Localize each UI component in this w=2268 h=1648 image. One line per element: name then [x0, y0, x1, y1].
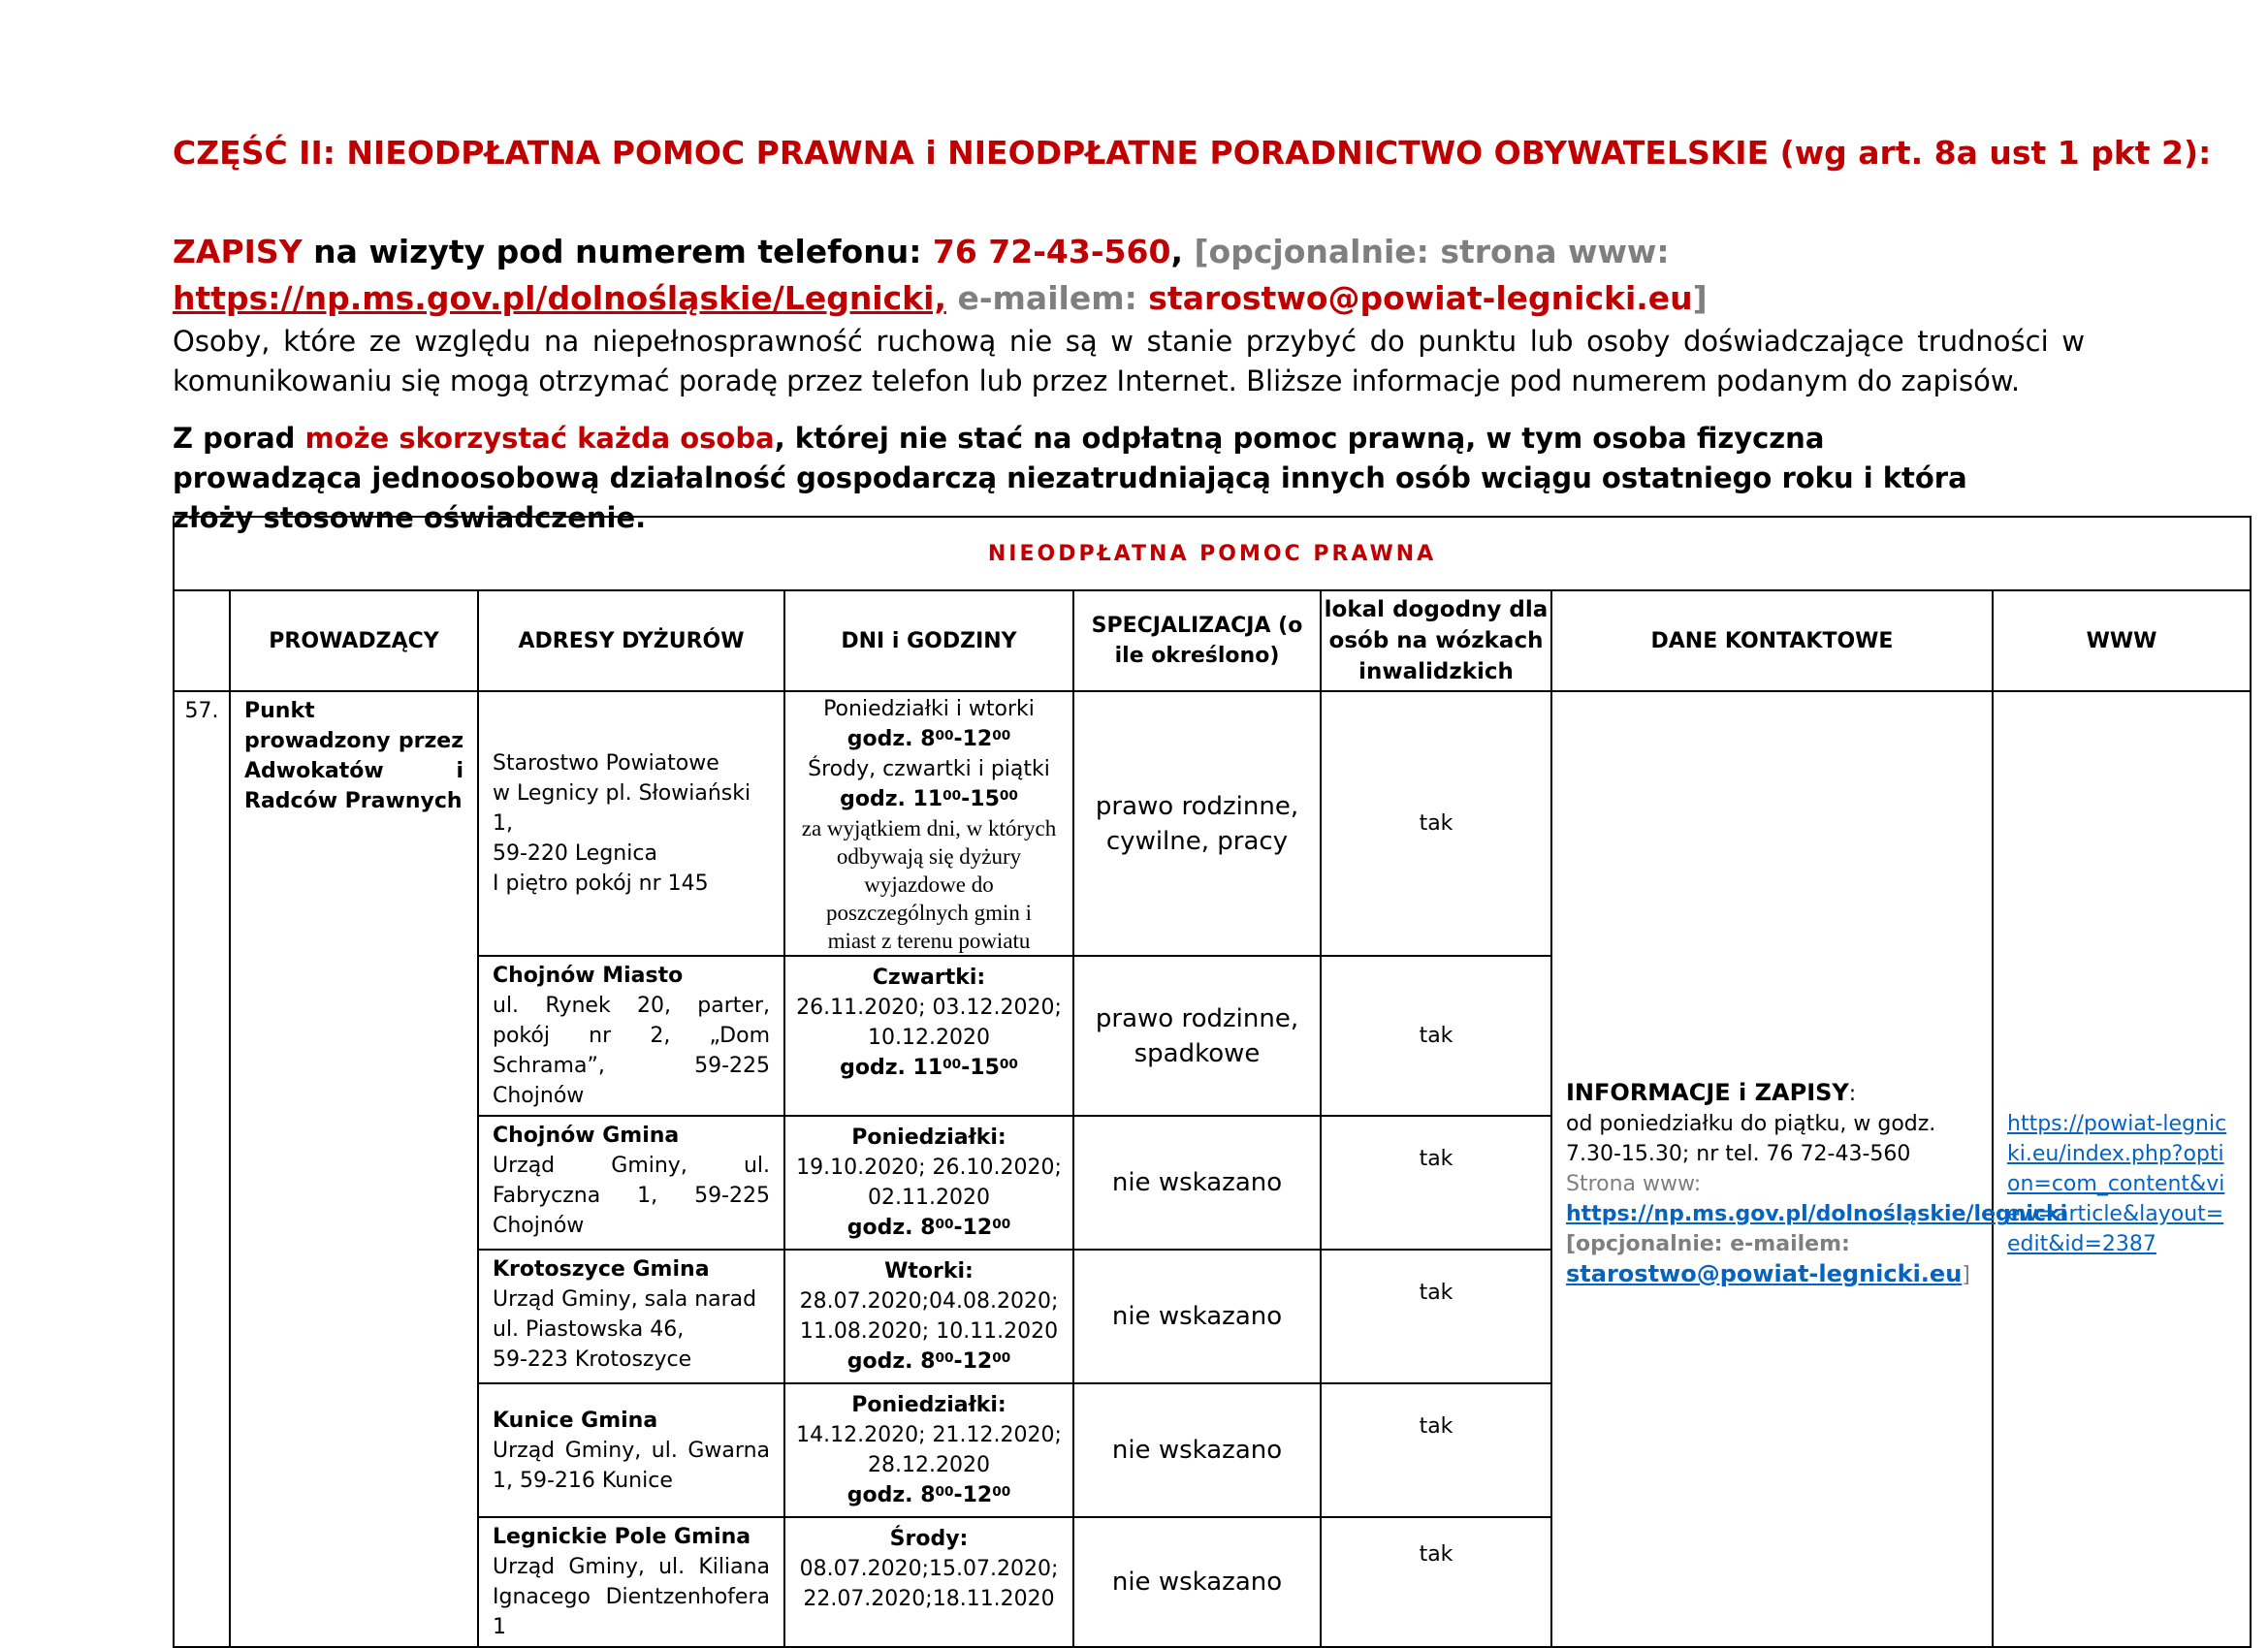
eligibility-part2: , której nie stać na odpłatną pomoc prawną, w tym osoba fizyczna prowadząca jednoosobową działalność gospodarczą niezatrudniającą innych osób wciągu ostatniego roku i która złoży stosowne oświadczenie.	[173, 422, 1967, 534]
address-cell	[478, 691, 784, 956]
hours-cell	[784, 1250, 1073, 1383]
registration-email-link[interactable]: starostwo@powiat-legnicki.eu	[1148, 279, 1693, 317]
address-name: Legnickie Pole Gmina	[493, 1525, 751, 1549]
specialization-cell: nie wskazano	[1073, 1250, 1321, 1383]
contact-colon: :	[1848, 1081, 1857, 1106]
specialization-cell: nie wskazano	[1073, 1383, 1321, 1517]
dates-value: 08.07.2020;15.07.2020; 22.07.2020;18.11.2020	[799, 1557, 1059, 1611]
zapisy-comma: ,	[1170, 233, 1183, 270]
disability-note: Osoby, które ze względu na niepełnosprawność ruchową nie są w stanie przybyć do punktu lub osoby doświadczające trudności w komunikowaniu się mogą otrzymać poradę przez telefon lub przez Internet. Bliższe informacje pod numerem podanym do zapisów.	[173, 325, 2085, 397]
contact-www-label: Strona www:	[1566, 1171, 1702, 1196]
days-label: Środy, czwartki i piątki	[808, 757, 1050, 781]
phone-number: 76 72-43-560	[932, 233, 1171, 270]
row-number: 57.	[174, 691, 230, 1647]
address-line: Urząd Gminy, sala narad	[493, 1287, 757, 1312]
address-text: Urząd Gminy, ul. Kiliana Ignacego Dientzenhofera 1	[493, 1555, 770, 1639]
www-cell	[1993, 691, 2251, 1647]
dates-value: 19.10.2020; 26.10.2020; 02.11.2020	[796, 1156, 1062, 1210]
header-adresy: ADRESY DYŻURÓW	[478, 590, 784, 691]
address-line: 59-223 Krotoszyce	[493, 1347, 692, 1372]
header-dane: DANE KONTAKTOWE	[1551, 590, 1993, 691]
header-dni: DNI i GODZINY	[784, 590, 1073, 691]
address-cell	[478, 1116, 784, 1250]
address-cell	[478, 1517, 784, 1647]
contact-hours: od poniedziałku do piątku, w godz. 7.30-15.30; nr tel. 76 72-43-560	[1566, 1111, 1936, 1166]
address-text: Urząd Gminy, ul. Fabryczna 1, 59-225 Chojnów	[493, 1154, 770, 1238]
table-row	[174, 691, 2251, 956]
accessible-cell: tak	[1321, 691, 1551, 956]
address-text: Urząd Gminy, ul. Gwarna 1, 59-216 Kunice	[493, 1438, 770, 1493]
hours-cell	[784, 1116, 1073, 1250]
days-label: Poniedziałki:	[851, 1393, 1006, 1417]
address-name: Krotoszyce Gmina	[493, 1257, 710, 1282]
dates-value: 14.12.2020; 21.12.2020; 28.12.2020	[796, 1423, 1062, 1477]
header-www: WWW	[1993, 590, 2251, 691]
days-label: Czwartki:	[872, 966, 986, 990]
hours-cell	[784, 956, 1073, 1116]
hours-value: godz. $8^{00}-12^{00}$	[847, 1349, 1011, 1374]
table-header-row	[174, 590, 2251, 691]
accessible-cell: tak	[1321, 1383, 1551, 1517]
hours-cell	[784, 691, 1073, 956]
days-label: Środy:	[889, 1527, 969, 1551]
address-line: I piętro pokój nr 145	[493, 872, 709, 896]
hours-value: godz. $8^{00}-12^{00}$	[847, 1216, 1011, 1240]
header-lp	[174, 590, 230, 691]
dates-value: 26.11.2020; 03.12.2020; 10.12.2020	[796, 996, 1062, 1050]
accessible-cell: tak	[1321, 956, 1551, 1116]
contact-url-link[interactable]: https://np.ms.gov.pl/dolnośląskie/legnicki	[1566, 1201, 2068, 1226]
eligibility-highlight: może skorzystać każda osoba	[304, 422, 775, 455]
address-name: Kunice Gmina	[493, 1408, 658, 1433]
hours-value: godz. $11^{00}-15^{00}$	[840, 787, 1018, 811]
hours-cell	[784, 1383, 1073, 1517]
days-label: Poniedziałki:	[851, 1125, 1006, 1150]
address-name: Chojnów Miasto	[493, 964, 684, 988]
specialization-cell: prawo rodzinne, cywilne, pracy	[1073, 691, 1321, 956]
accessible-cell: tak	[1321, 1116, 1551, 1250]
header-prowadzacy: PROWADZĄCY	[230, 590, 478, 691]
address-line: w Legnicy pl. Słowiański 1,	[493, 781, 751, 836]
www-link[interactable]: https://powiat-legnicki.eu/index.php?option=com_content&view=article&layout=edit&id=2387	[2007, 1111, 2227, 1256]
specialization-cell: nie wskazano	[1073, 1116, 1321, 1250]
section-heading: CZĘŚĆ II: NIEODPŁATNA POMOC PRAWNA i NIEODPŁATNE PORADNICTWO OBYWATELSKIE (wg art. 8a ust 1 pkt 2):	[173, 134, 2212, 172]
contact-optional-label: [opcjonalnie: e-mailem:	[1566, 1231, 1850, 1256]
table-title: NIEODPŁATNA POMOC PRAWNA	[174, 517, 2251, 590]
address-cell	[478, 1383, 784, 1517]
contact-email-link[interactable]: starostwo@powiat-legnicki.eu	[1566, 1259, 1963, 1287]
hours-value: godz. $11^{00}-15^{00}$	[840, 1056, 1018, 1080]
address-name: Chojnów Gmina	[493, 1124, 680, 1148]
zapisy-text: na wizyty pod numerem telefonu:	[302, 233, 933, 270]
optional-label: [opcjonalnie: strona www:	[1182, 233, 1670, 270]
exception-note: za wyjątkiem dni, w których odbywają się dyżury wyjazdowe do poszczególnych gmin i miast z terenu powiatu	[801, 816, 1057, 953]
address-cell	[478, 1250, 784, 1383]
contact-bracket: ]	[1962, 1262, 1970, 1287]
address-cell	[478, 956, 784, 1116]
hours-value: godz. $8^{00}-12^{00}$	[847, 1483, 1011, 1507]
specialization-cell: nie wskazano	[1073, 1517, 1321, 1647]
accessible-cell: tak	[1321, 1250, 1551, 1383]
zapisy-label: ZAPISY	[173, 233, 303, 270]
accessible-cell: tak	[1321, 1517, 1551, 1647]
address-line: Starostwo Powiatowe	[493, 751, 719, 776]
eligibility-part1: Z porad	[173, 422, 305, 455]
contact-title: INFORMACJE i ZAPISY	[1566, 1078, 1849, 1106]
legal-aid-table	[173, 516, 2252, 1648]
address-text: ul. Rynek 20, parter, pokój nr 2, „Dom Schrama”, 59-225 Chojnów	[493, 994, 770, 1108]
contact-cell	[1551, 691, 2068, 1647]
header-spec: SPECJALIZACJA (o ile określono)	[1073, 590, 1321, 691]
days-label: Poniedziałki i wtorki	[823, 697, 1035, 721]
address-line: ul. Piastowska 46,	[493, 1317, 685, 1342]
hours-cell	[784, 1517, 1073, 1647]
address-line: 59-220 Legnica	[493, 841, 657, 866]
bracket-close: ]	[1692, 279, 1708, 317]
dates-value: 28.07.2020;04.08.2020; 11.08.2020; 10.11.2020	[799, 1289, 1059, 1344]
specialization-cell: prawo rodzinne, spadkowe	[1073, 956, 1321, 1116]
hours-value: godz. $8^{00}-12^{00}$	[847, 727, 1011, 751]
header-lokal: lokal dogodny dla osób na wózkach inwalidzkich	[1321, 590, 1551, 691]
days-label: Wtorki:	[884, 1259, 974, 1284]
provider-name: Punkt prowadzony przez Adwokatów i Radców Prawnych	[230, 691, 478, 1647]
registration-url-link[interactable]: https://np.ms.gov.pl/dolnośląskie/Legnicki,	[173, 279, 946, 317]
registration-info	[173, 229, 1708, 322]
email-label: e-mailem:	[945, 279, 1149, 317]
